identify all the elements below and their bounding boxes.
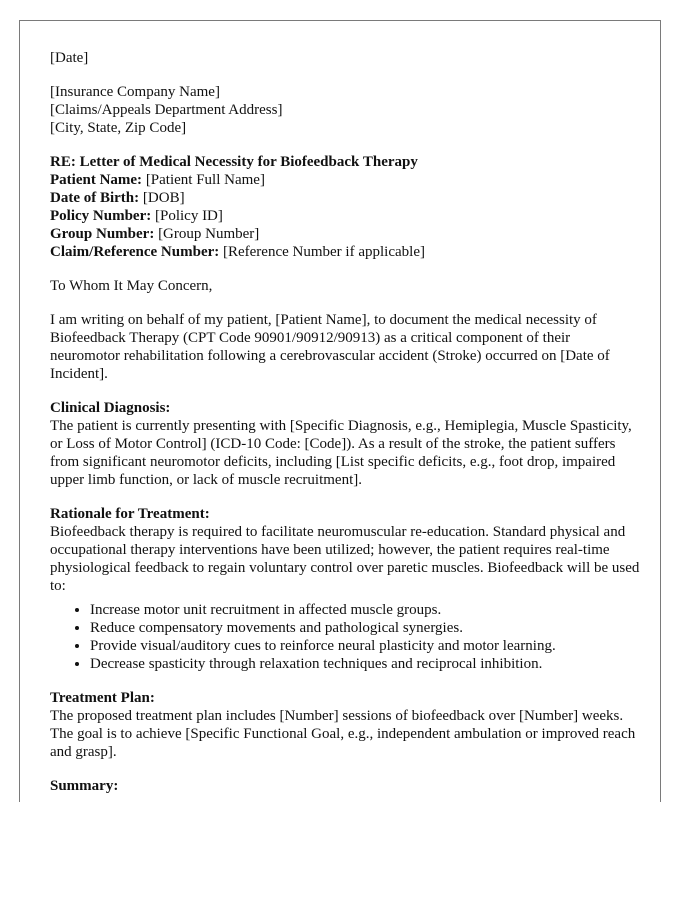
bullet-item: • Decrease spasticity through relaxation techniques and reciprocal inhibition.	[90, 655, 640, 673]
summary-heading: Summary:	[50, 778, 119, 794]
clinical-diagnosis-heading: Clinical Diagnosis:	[50, 400, 171, 416]
reference-block	[50, 153, 640, 261]
bullet-item: • Increase motor unit recruitment in affected muscle groups.	[90, 601, 640, 619]
intro-paragraph: I am writing on behalf of my patient, [Patient Name], to document the medical necessity of Biofeedback Therapy (CPT Code 90901/90912/90913) as a critical component of their neuromotor rehabilitation following a cerebrovascular accident (Stroke) occurred on [Date of Incident].	[50, 312, 610, 382]
clinical-diagnosis-section	[50, 399, 640, 489]
dob-row	[50, 189, 640, 207]
treatment-plan-text: The proposed treatment plan includes [Number] sessions of biofeedback over [Number] weeks. The goal is to achieve [Specific Functional Goal, e.g., independent ambulation or improved reach and grasp].	[50, 708, 636, 760]
summary-section	[50, 777, 640, 795]
salutation: To Whom It May Concern,	[50, 278, 213, 294]
rationale-bullet-list	[50, 601, 640, 673]
policy-number-row	[50, 207, 640, 225]
letter-page	[19, 20, 661, 802]
claim-reference-value: [Reference Number if applicable]	[219, 244, 425, 260]
date-line	[50, 49, 640, 67]
recipient-city-state-zip: [City, State, Zip Code]	[50, 120, 187, 136]
group-number-value: [Group Number]	[154, 226, 260, 242]
recipient-address	[50, 83, 640, 137]
rationale-heading: Rationale for Treatment:	[50, 506, 210, 522]
patient-name-value: [Patient Full Name]	[142, 172, 265, 188]
policy-number-value: [Policy ID]	[151, 208, 223, 224]
rationale-section	[50, 505, 640, 673]
clinical-diagnosis-text: The patient is currently presenting with [Specific Diagnosis, e.g., Hemiplegia, Muscle Spasticity, or Loss of Motor Control] (ICD-10 Code: [Code]). As a result of the stroke, the patient suffers from significant neuromotor deficits, including [List specific deficits, e.g., foot drop, impaired upper limb function, or lack of muscle recruitment].	[50, 418, 632, 488]
rationale-text: Biofeedback therapy is required to facilitate neuromuscular re-education. Standard physical and occupational therapy interventions have been utilized; however, the patient requires real-time physiological feedback to regain voluntary control over paretic muscles. Biofeedback will be used to:	[50, 524, 640, 594]
bullet-item: • Provide visual/auditory cues to reinforce neural plasticity and motor learning.	[90, 637, 640, 655]
dob-label: Date of Birth:	[50, 190, 140, 206]
claim-reference-row	[50, 243, 640, 261]
recipient-department-address: [Claims/Appeals Department Address]	[50, 102, 283, 118]
treatment-plan-section	[50, 689, 640, 761]
bullet-item: • Reduce compensatory movements and pathological synergies.	[90, 619, 640, 637]
claim-reference-label: Claim/Reference Number:	[50, 244, 220, 260]
dob-value: [DOB]	[139, 190, 185, 206]
letter-content	[50, 49, 640, 802]
date: [Date]	[50, 50, 89, 66]
policy-number-label: Policy Number:	[50, 208, 152, 224]
re-line: RE: Letter of Medical Necessity for Biofeedback Therapy	[50, 154, 418, 170]
recipient-company: [Insurance Company Name]	[50, 84, 220, 100]
group-number-row	[50, 225, 640, 243]
patient-name-row	[50, 171, 640, 189]
patient-name-label: Patient Name:	[50, 172, 143, 188]
group-number-label: Group Number:	[50, 226, 155, 242]
treatment-plan-heading: Treatment Plan:	[50, 690, 155, 706]
